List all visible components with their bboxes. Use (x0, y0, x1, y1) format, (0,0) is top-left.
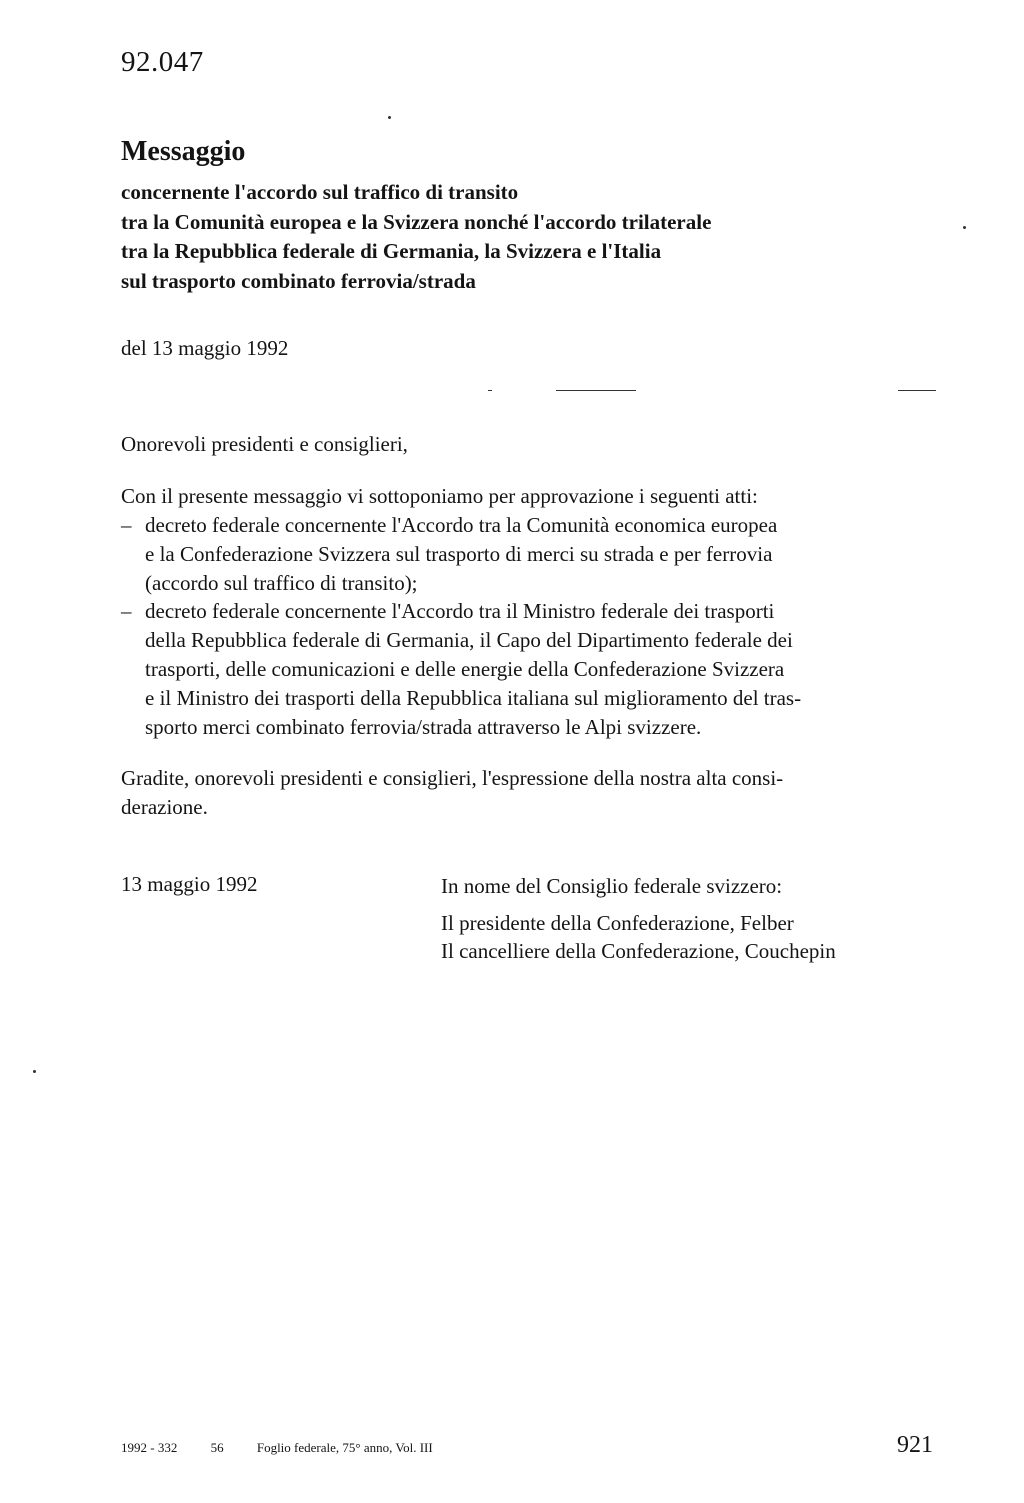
scan-speck (388, 116, 391, 119)
list-item (121, 597, 941, 741)
scan-speck (33, 1070, 36, 1073)
separator-rule (556, 390, 636, 391)
footer-publication: Foglio federale, 75° anno, Vol. III (256, 1440, 433, 1455)
list-item-line: decreto federale concernente l'Accordo tra la Comunità economica europea (145, 513, 778, 537)
subtitle-line: tra la Repubblica federale di Germania, la Svizzera e l'Italia (121, 239, 662, 263)
salutation: Onorevoli presidenti e consiglieri, (121, 432, 408, 456)
signature-spacer (441, 900, 836, 909)
message-date: del 13 maggio 1992 (121, 336, 289, 360)
page-footer (121, 1440, 463, 1456)
footer-code: 1992 - 332 (121, 1440, 178, 1455)
list-item (121, 511, 941, 597)
closing-line: Gradite, onorevoli presidenti e consiglieri, l'espressione della nostra alta consi- (121, 766, 784, 790)
list-item-line: (accordo sul traffico di transito); (145, 570, 418, 595)
list-item-line: sporto merci combinato ferrovia/strada attraverso le Alpi svizzere. (145, 714, 702, 739)
page-number: 921 (897, 1432, 933, 1458)
list-item-line: decreto federale concernente l'Accordo tra il Ministro federale dei trasporti (145, 599, 775, 624)
subtitle-line: sul trasporto combinato ferrovia/strada (121, 268, 476, 293)
signature-president: Il presidente della Confederazione, Felber (441, 911, 794, 935)
closing-paragraph (121, 764, 941, 822)
document-number: 92.047 (121, 46, 204, 78)
subtitle-line: concernente l'accordo sul traffico di transito (121, 180, 519, 204)
document-subtitle (121, 178, 941, 296)
list-bullet: – (121, 599, 132, 624)
list-item-line: della Repubblica federale di Germania, il Capo del Dipartimento federale dei (145, 628, 793, 653)
closing-line: derazione. (121, 795, 208, 819)
list-bullet: – (121, 513, 132, 537)
acts-list (121, 511, 941, 741)
signature-block (441, 872, 836, 965)
signature-date: 13 maggio 1992 (121, 872, 258, 896)
footer-sheet: 56 (210, 1440, 224, 1455)
scan-speck (963, 226, 966, 229)
signature-on-behalf: In nome del Consiglio federale svizzero: (441, 874, 783, 898)
intro-paragraph: Con il presente messaggio vi sottoponiamo per approvazione i seguenti atti: (121, 484, 758, 508)
list-item-line: trasporti, delle comunicazioni e delle energie della Confederazione Svizzera (145, 656, 785, 681)
separator-rule (488, 390, 492, 391)
list-item-line: e la Confederazione Svizzera sul trasporto di merci su strada e per ferrovia (145, 541, 773, 566)
separator-rule (898, 390, 936, 391)
document-title: Messaggio (121, 136, 246, 167)
signature-chancellor: Il cancelliere della Confederazione, Couchepin (441, 939, 836, 963)
subtitle-line: tra la Comunità europea e la Svizzera nonché l'accordo trilaterale (121, 209, 712, 234)
list-item-line: e il Ministro dei trasporti della Repubblica italiana sul miglioramento del tras- (145, 685, 802, 710)
